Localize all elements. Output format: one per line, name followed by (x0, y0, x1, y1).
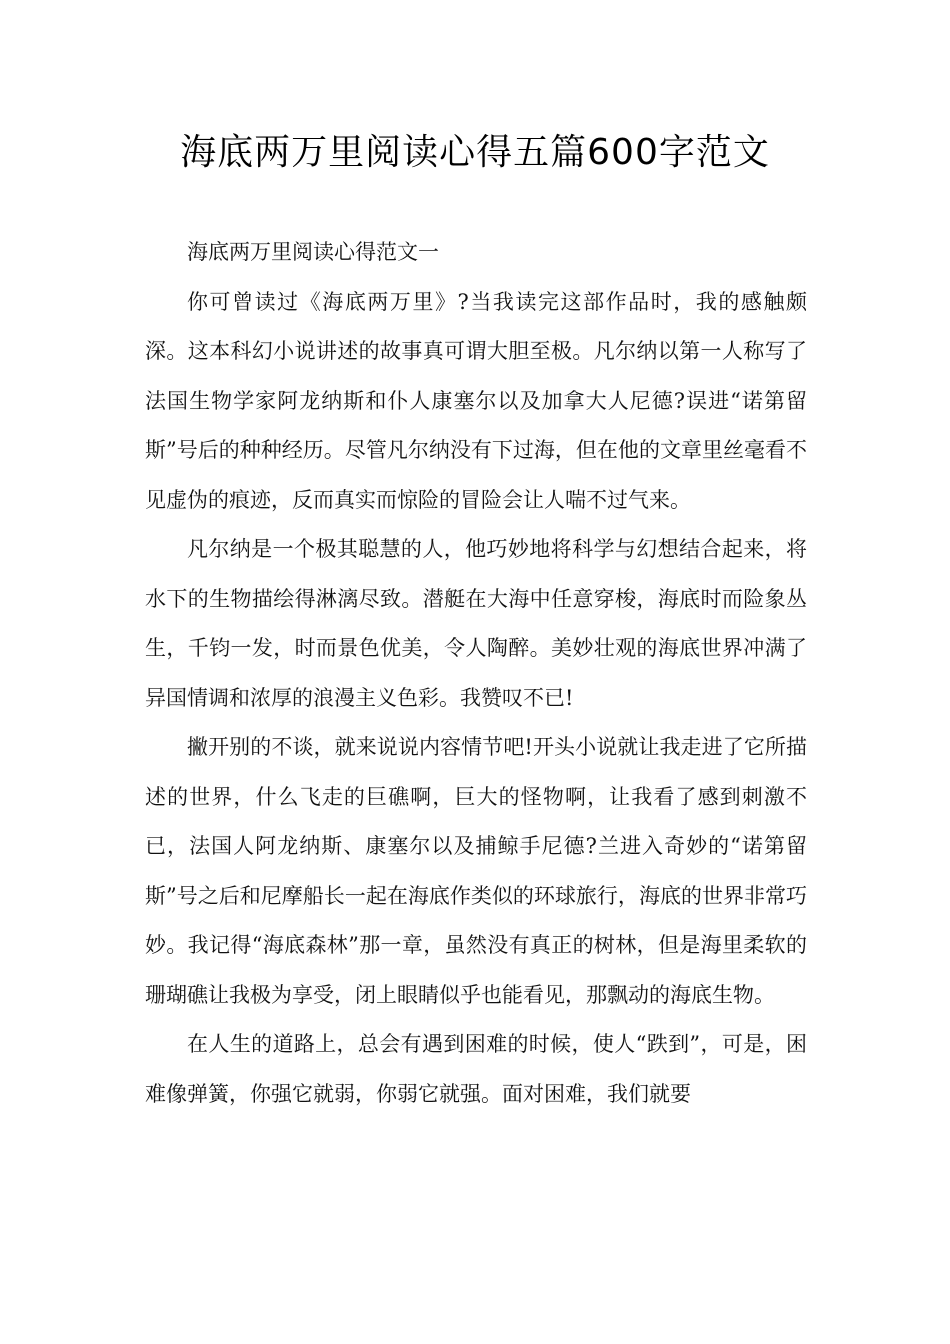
paragraph: 在人生的道路上，总会有遇到困难的时候，使人“跌到”，可是，困难像弹簧，你强它就弱，你弱它就强。面对困难，我们就要 (145, 1032, 807, 1106)
document-title: 海底两万里阅读心得五篇600字范文 (180, 132, 770, 173)
paragraph: 撇开别的不谈，就来说说内容情节吧!开头小说就让我走进了它所描述的世界，什么飞走的巨礁啊，巨大的怪物啊，让我看了感到刺激不已，法国人阿龙纳斯、康塞尔以及捕鲸手尼德?兰进入奇妙的“诺第留斯”号之后和尼摩船长一起在海底作类似的环球旅行，海底的世界非常巧妙。我记得“海底森林”那一章，虽然没有真正的树林，但是海里柔软的珊瑚礁让我极为享受，闭上眼睛似乎也能看见，那飘动的海底生物。 (145, 735, 807, 1007)
paragraph: 你可曾读过《海底两万里》?当我读完这部作品时，我的感触颇深。这本科幻小说讲述的故事真可谓大胆至极。凡尔纳以第一人称写了法国生物学家阿龙纳斯和仆人康塞尔以及加拿大人尼德?误进“诺第留斯”号后的种种经历。尽管凡尔纳没有下过海，但在他的文章里丝毫看不见虚伪的痕迹，反而真实而惊险的冒险会让人喘不过气来。 (145, 289, 807, 512)
document-body (145, 228, 807, 1119)
section-heading: 海底两万里阅读心得范文一 (187, 240, 439, 264)
paragraph: 凡尔纳是一个极其聪慧的人，他巧妙地将科学与幻想结合起来，将水下的生物描绘得淋漓尽致。潜艇在大海中任意穿梭，海底时而险象丛生，千钧一发，时而景色优美，令人陶醉。美妙壮观的海底世界冲满了异国情调和浓厚的浪漫主义色彩。我赞叹不已! (145, 537, 807, 710)
